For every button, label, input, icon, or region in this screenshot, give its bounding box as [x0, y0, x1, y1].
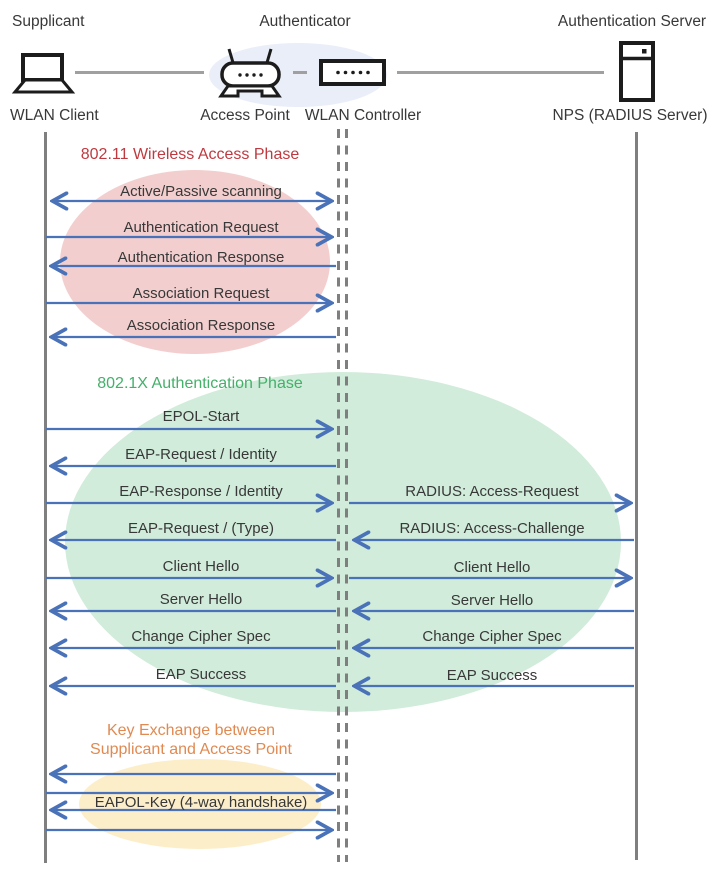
message-label: EAP Success [155, 666, 247, 683]
message-label: Active/Passive scanning [120, 183, 282, 200]
message-label: Change Cipher Spec [422, 628, 562, 645]
message-label: Association Request [132, 285, 270, 302]
message-label: EAP-Request / Identity [125, 446, 277, 463]
message-label: EAP Success [446, 667, 538, 684]
phase2-title: 802.1X Authentication Phase [97, 375, 303, 392]
phase1-title: 802.11 Wireless Access Phase [80, 146, 300, 163]
message-label: RADIUS: Access-Challenge [399, 520, 585, 537]
message-label: EAP-Request / (Type) [128, 520, 274, 537]
phase3-title-line2: Supplicant and Access Point [90, 741, 292, 758]
message-label: EAPOL-Key (4-way handshake) [94, 794, 308, 811]
message-label: Client Hello [162, 558, 240, 575]
device-label-wlan-client: WLAN Client [10, 107, 99, 124]
message-label: EAP-Response / Identity [119, 483, 283, 500]
message-label: EPOL-Start [162, 408, 240, 425]
message-label: Authentication Request [123, 219, 279, 236]
server-icon [621, 43, 653, 100]
role-label-authenticator: Authenticator [259, 13, 351, 30]
wlan-controller-icon [321, 61, 384, 84]
message-label: Server Hello [159, 591, 243, 608]
phase3-title-line1: Key Exchange between [106, 722, 276, 739]
phase2-ellipse [65, 372, 621, 712]
message-label: Association Response [126, 317, 276, 334]
role-label-authentication-server: Authentication Server [557, 13, 707, 30]
device-label-nps-radius-server: NPS (RADIUS Server) [552, 107, 708, 124]
message-label: Authentication Response [117, 249, 285, 266]
device-label-access-point: Access Point [200, 107, 290, 124]
message-label: Server Hello [450, 592, 534, 609]
device-label-wlan-controller: WLAN Controller [304, 107, 422, 124]
message-label: Change Cipher Spec [131, 628, 271, 645]
laptop-icon [15, 55, 72, 92]
role-label-supplicant: Supplicant [12, 13, 85, 30]
message-label: RADIUS: Access-Request [405, 483, 579, 500]
message-label: Client Hello [453, 559, 531, 576]
